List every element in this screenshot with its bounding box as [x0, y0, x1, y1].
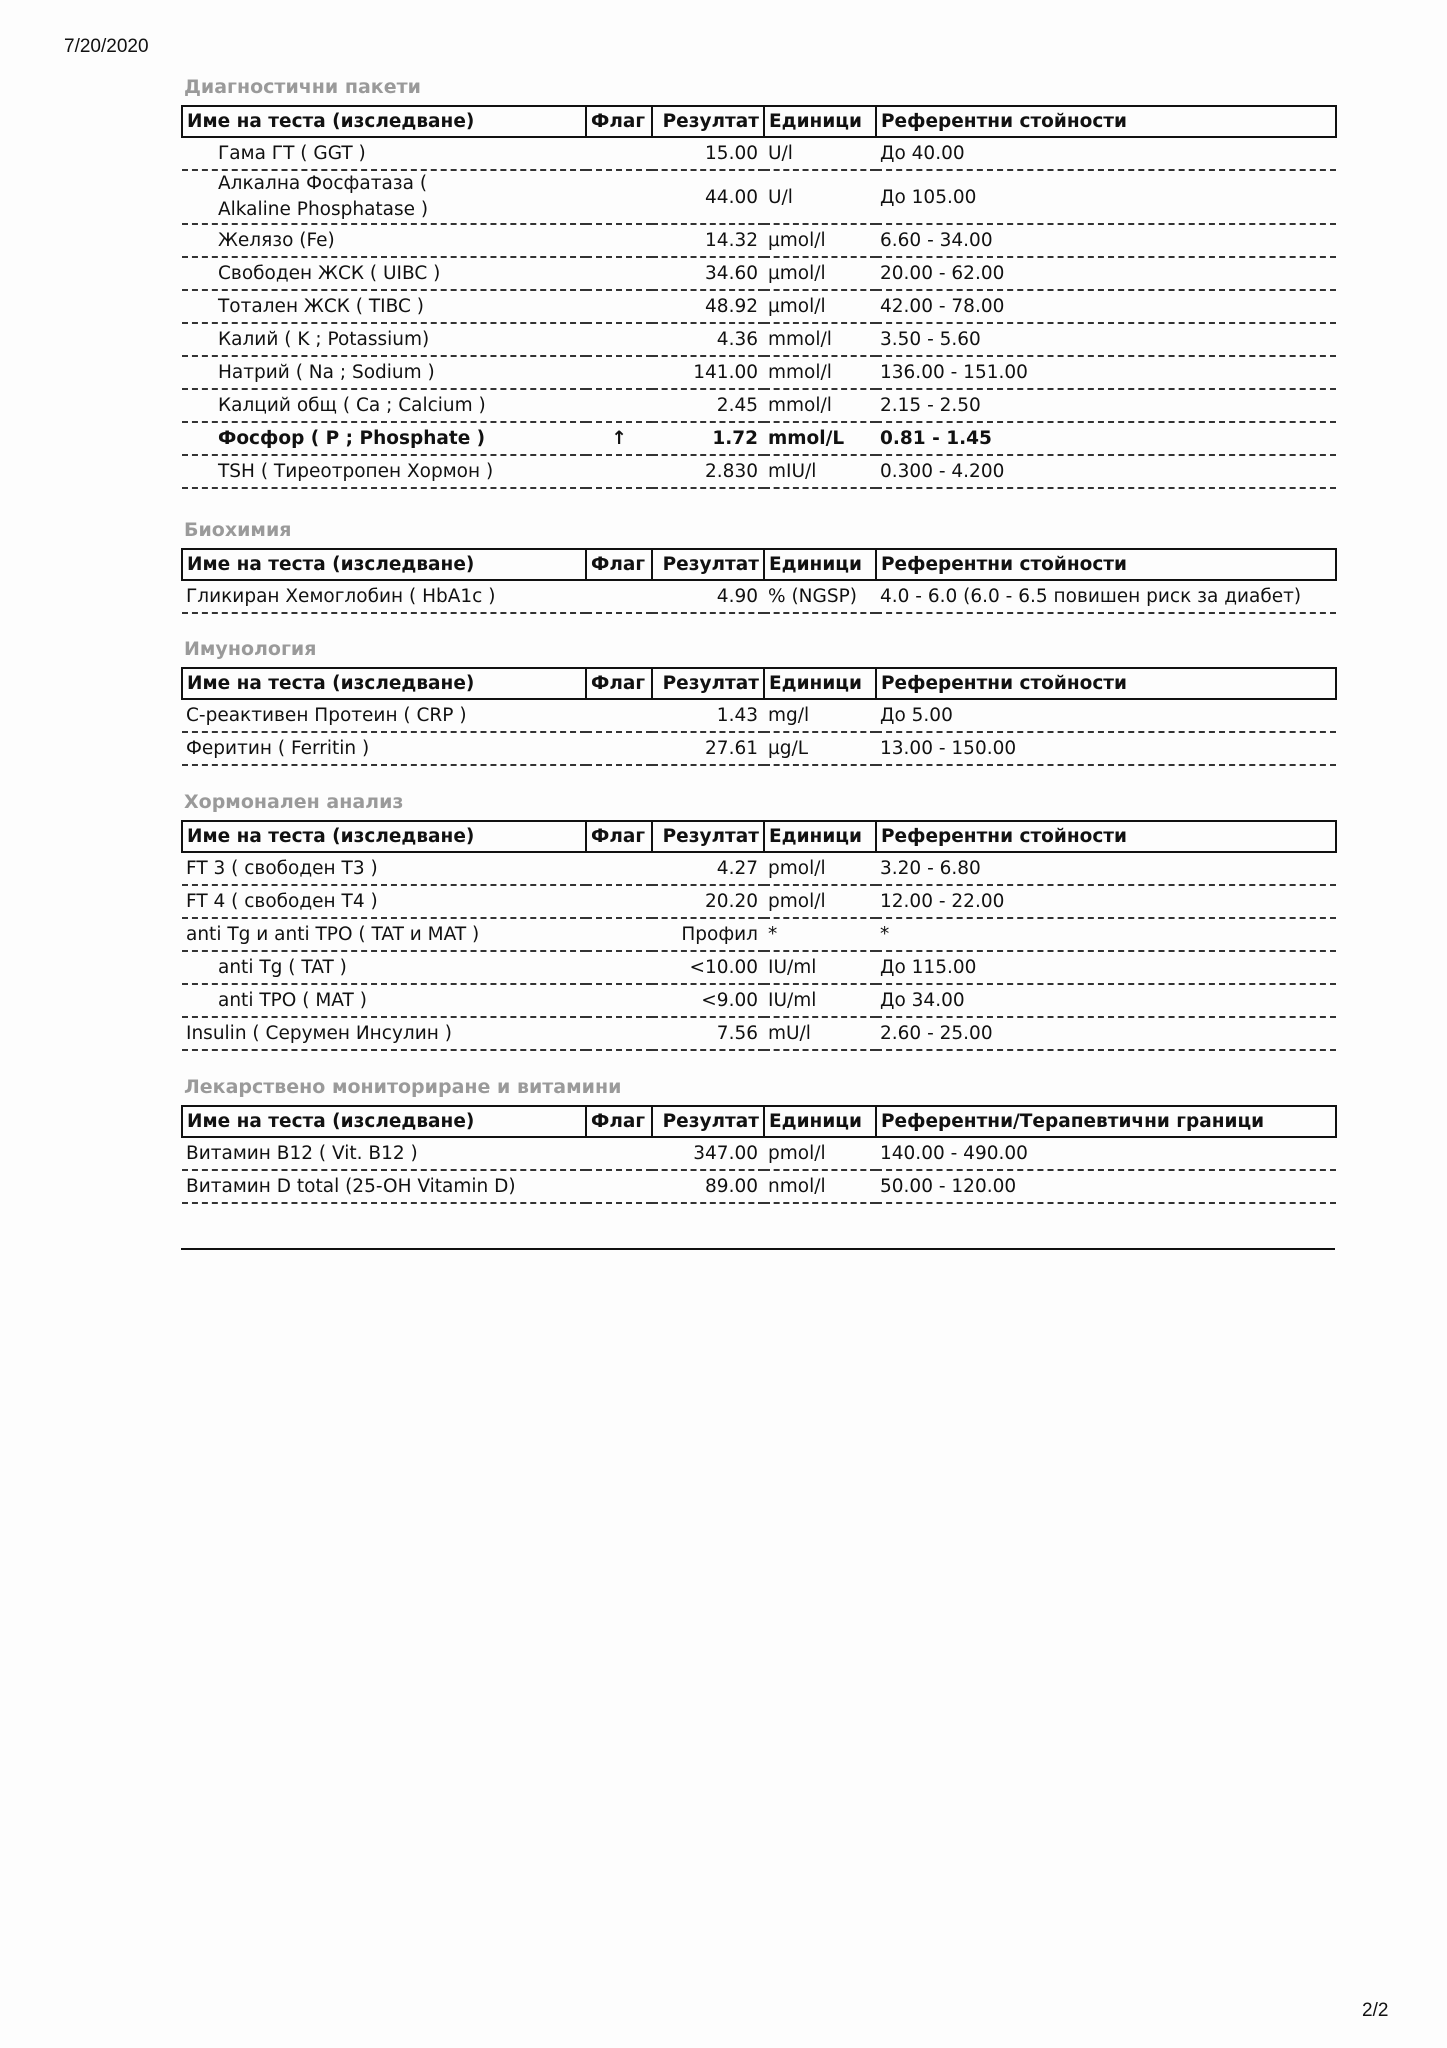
- flag-arrow-up-icon: [586, 455, 652, 488]
- units: U/l: [764, 137, 876, 170]
- results-table: [181, 820, 1337, 1051]
- units: *: [764, 918, 876, 951]
- col-header-name: Име на теста (изследване): [182, 1106, 586, 1137]
- section-2: [181, 512, 1335, 614]
- flag-arrow-up-icon: ↑: [586, 422, 652, 455]
- test-name: Витамин B12 ( Vit. B12 ): [182, 1137, 586, 1170]
- flag-arrow-up-icon: [586, 1017, 652, 1050]
- table-row: [182, 699, 1336, 732]
- table-row: [182, 170, 1336, 224]
- flag-arrow-up-icon: [586, 389, 652, 422]
- section-title: Хормонален анализ: [184, 791, 404, 813]
- reference-range: До 115.00: [876, 951, 1336, 984]
- col-header-result: Резултат: [652, 549, 764, 580]
- flag-arrow-up-icon: [586, 290, 652, 323]
- test-name: anti Tg ( TAT ): [182, 951, 586, 984]
- reference-range: 12.00 - 22.00: [876, 885, 1336, 918]
- test-name: С-реактивен Протеин ( CRP ): [182, 699, 586, 732]
- result-value: 15.00: [652, 137, 764, 170]
- results-table: [181, 105, 1337, 489]
- reference-range: До 34.00: [876, 984, 1336, 1017]
- reference-range: 20.00 - 62.00: [876, 257, 1336, 290]
- flag-arrow-up-icon: [586, 918, 652, 951]
- units: mmol/l: [764, 323, 876, 356]
- test-name: FT 4 ( свободен Т4 ): [182, 885, 586, 918]
- flag-arrow-up-icon: [586, 1137, 652, 1170]
- result-value: 141.00: [652, 356, 764, 389]
- table-row: [182, 732, 1336, 765]
- test-name: Гликиран Хемоглобин ( HbA1c ): [182, 580, 586, 613]
- col-header-ref: Референтни стойности: [876, 668, 1336, 699]
- col-header-flag: Флаг: [586, 106, 652, 137]
- table-row: [182, 951, 1336, 984]
- col-header-ref: Референтни стойности: [876, 106, 1336, 137]
- result-value: 14.32: [652, 224, 764, 257]
- col-header-result: Резултат: [652, 1106, 764, 1137]
- reference-range: 140.00 - 490.00: [876, 1137, 1336, 1170]
- table-row: [182, 290, 1336, 323]
- table-row: [182, 1137, 1336, 1170]
- flag-arrow-up-icon: [586, 323, 652, 356]
- result-value: 7.56: [652, 1017, 764, 1050]
- table-row: [182, 137, 1336, 170]
- col-header-name: Име на теста (изследване): [182, 106, 586, 137]
- units: mIU/l: [764, 455, 876, 488]
- result-value: 4.27: [652, 852, 764, 885]
- reference-range: До 105.00: [876, 170, 1336, 224]
- table-row: [182, 885, 1336, 918]
- test-name: Калий ( K ; Potassium): [182, 323, 586, 356]
- table-row: [182, 852, 1336, 885]
- units: mmol/L: [764, 422, 876, 455]
- test-name: Витамин D total (25-OH Vitamin D): [182, 1170, 586, 1203]
- section-title: Биохимия: [184, 519, 292, 541]
- units: pmol/l: [764, 1137, 876, 1170]
- reference-range: До 5.00: [876, 699, 1336, 732]
- reference-range: 4.0 - 6.0 (6.0 - 6.5 повишен риск за диабет): [876, 580, 1336, 613]
- col-header-flag: Флаг: [586, 821, 652, 852]
- test-name: Свободен ЖСК ( UIBC ): [182, 257, 586, 290]
- result-value: 2.830: [652, 455, 764, 488]
- result-value: 2.45: [652, 389, 764, 422]
- test-name: Желязо (Fe): [182, 224, 586, 257]
- flag-arrow-up-icon: [586, 356, 652, 389]
- test-name: TSH ( Тиреотропен Хормон ): [182, 455, 586, 488]
- col-header-name: Име на теста (изследване): [182, 821, 586, 852]
- result-value: 4.90: [652, 580, 764, 613]
- col-header-units: Единици: [764, 106, 876, 137]
- section-title: Имунология: [184, 638, 317, 660]
- col-header-result: Резултат: [652, 668, 764, 699]
- table-row: [182, 455, 1336, 488]
- test-name: Натрий ( Na ; Sodium ): [182, 356, 586, 389]
- reference-range: 0.81 - 1.45: [876, 422, 1336, 455]
- reference-range: 2.60 - 25.00: [876, 1017, 1336, 1050]
- table-header: [182, 549, 1336, 580]
- table-row: [182, 984, 1336, 1017]
- units: IU/ml: [764, 951, 876, 984]
- col-header-units: Единици: [764, 549, 876, 580]
- page-number: 2/2: [1362, 2000, 1389, 2021]
- units: U/l: [764, 170, 876, 224]
- test-name: FT 3 ( свободен Т3 ): [182, 852, 586, 885]
- reference-range: *: [876, 918, 1336, 951]
- section-4: [181, 784, 1335, 1051]
- units: pmol/l: [764, 852, 876, 885]
- flag-arrow-up-icon: [586, 580, 652, 613]
- col-header-ref: Референтни стойности: [876, 549, 1336, 580]
- result-value: <9.00: [652, 984, 764, 1017]
- result-value: 347.00: [652, 1137, 764, 1170]
- table-row: [182, 224, 1336, 257]
- table-row: [182, 580, 1336, 613]
- table-row: [182, 323, 1336, 356]
- units: IU/ml: [764, 984, 876, 1017]
- flag-arrow-up-icon: [586, 137, 652, 170]
- result-value: <10.00: [652, 951, 764, 984]
- table-row: [182, 422, 1336, 455]
- units: pmol/l: [764, 885, 876, 918]
- test-name: Феритин ( Ferritin ): [182, 732, 586, 765]
- reference-range: 3.50 - 5.60: [876, 323, 1336, 356]
- section-3: [181, 631, 1335, 766]
- flag-arrow-up-icon: [586, 984, 652, 1017]
- reference-range: 42.00 - 78.00: [876, 290, 1336, 323]
- flag-arrow-up-icon: [586, 170, 652, 224]
- flag-arrow-up-icon: [586, 699, 652, 732]
- reference-range: 136.00 - 151.00: [876, 356, 1336, 389]
- test-name: anti TPO ( MAT ): [182, 984, 586, 1017]
- result-value: Профил: [652, 918, 764, 951]
- result-value: 34.60: [652, 257, 764, 290]
- units: mU/l: [764, 1017, 876, 1050]
- test-name: Калций общ ( Ca ; Calcium ): [182, 389, 586, 422]
- col-header-units: Единици: [764, 821, 876, 852]
- table-row: [182, 257, 1336, 290]
- reference-range: До 40.00: [876, 137, 1336, 170]
- print-date: 7/20/2020: [64, 36, 149, 57]
- result-value: 89.00: [652, 1170, 764, 1203]
- flag-arrow-up-icon: [586, 885, 652, 918]
- result-value: 27.61: [652, 732, 764, 765]
- col-header-units: Единици: [764, 668, 876, 699]
- units: µmol/l: [764, 290, 876, 323]
- results-table: [181, 667, 1337, 766]
- units: nmol/l: [764, 1170, 876, 1203]
- col-header-result: Резултат: [652, 821, 764, 852]
- result-value: 20.20: [652, 885, 764, 918]
- table-header: [182, 821, 1336, 852]
- section-title: Диагностични пакети: [184, 76, 421, 98]
- test-name: Алкална Фосфатаза ( Alkaline Phosphatase ): [182, 170, 586, 224]
- reference-range: 2.15 - 2.50: [876, 389, 1336, 422]
- flag-arrow-up-icon: [586, 1170, 652, 1203]
- flag-arrow-up-icon: [586, 852, 652, 885]
- test-name: Тотален ЖСК ( TIBC ): [182, 290, 586, 323]
- reference-range: 6.60 - 34.00: [876, 224, 1336, 257]
- units: µmol/l: [764, 224, 876, 257]
- result-value: 48.92: [652, 290, 764, 323]
- col-header-name: Име на теста (изследване): [182, 549, 586, 580]
- reference-range: 3.20 - 6.80: [876, 852, 1336, 885]
- results-table: [181, 1105, 1337, 1204]
- units: µg/L: [764, 732, 876, 765]
- units: mmol/l: [764, 356, 876, 389]
- table-row: [182, 1170, 1336, 1203]
- col-header-name: Име на теста (изследване): [182, 668, 586, 699]
- table-row: [182, 918, 1336, 951]
- col-header-ref: Референтни стойности: [876, 821, 1336, 852]
- reference-range: 13.00 - 150.00: [876, 732, 1336, 765]
- test-name: anti Tg и anti TPO ( TAT и MAT ): [182, 918, 586, 951]
- units: mg/l: [764, 699, 876, 732]
- section-5: [181, 1069, 1335, 1204]
- flag-arrow-up-icon: [586, 732, 652, 765]
- test-name: Гама ГТ ( GGT ): [182, 137, 586, 170]
- table-row: [182, 389, 1336, 422]
- result-value: 4.36: [652, 323, 764, 356]
- col-header-flag: Флаг: [586, 549, 652, 580]
- results-table: [181, 548, 1337, 614]
- reference-range: 0.300 - 4.200: [876, 455, 1336, 488]
- test-name: Insulin ( Серумен Инсулин ): [182, 1017, 586, 1050]
- flag-arrow-up-icon: [586, 951, 652, 984]
- result-value: 44.00: [652, 170, 764, 224]
- units: mmol/l: [764, 389, 876, 422]
- units: % (NGSP): [764, 580, 876, 613]
- reference-range: 50.00 - 120.00: [876, 1170, 1336, 1203]
- end-divider: [181, 1248, 1335, 1250]
- section-title: Лекарствено мониториране и витамини: [184, 1076, 622, 1098]
- col-header-units: Единици: [764, 1106, 876, 1137]
- table-header: [182, 668, 1336, 699]
- test-name: Фосфор ( P ; Phosphate ): [182, 422, 586, 455]
- flag-arrow-up-icon: [586, 257, 652, 290]
- col-header-result: Резултат: [652, 106, 764, 137]
- result-value: 1.72: [652, 422, 764, 455]
- table-header: [182, 1106, 1336, 1137]
- col-header-flag: Флаг: [586, 1106, 652, 1137]
- flag-arrow-up-icon: [586, 224, 652, 257]
- col-header-ref: Референтни/Терапевтични граници: [876, 1106, 1336, 1137]
- table-row: [182, 1017, 1336, 1050]
- result-value: 1.43: [652, 699, 764, 732]
- table-row: [182, 356, 1336, 389]
- table-header: [182, 106, 1336, 137]
- section-1: [181, 69, 1335, 489]
- col-header-flag: Флаг: [586, 668, 652, 699]
- units: µmol/l: [764, 257, 876, 290]
